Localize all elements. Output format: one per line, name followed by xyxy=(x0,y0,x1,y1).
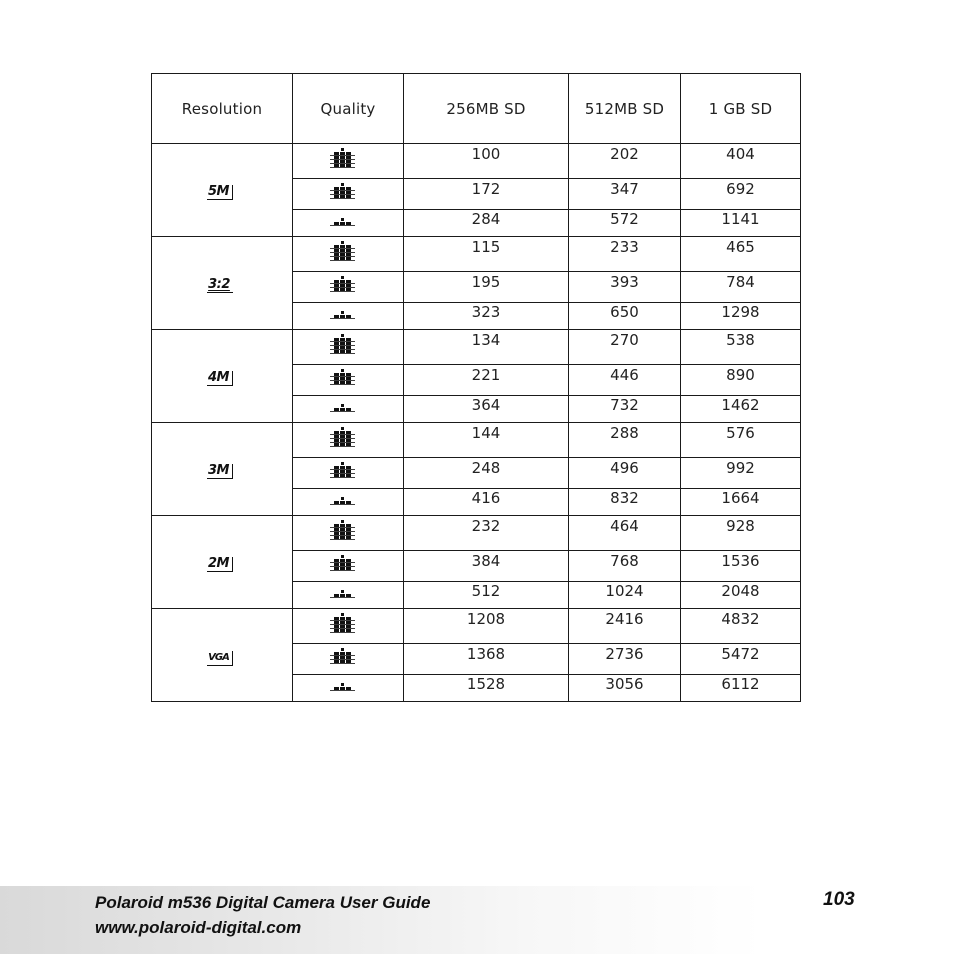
table-row xyxy=(152,609,801,644)
cell-1gb-sd: 2048 xyxy=(681,582,801,609)
cell-256mb-sd: 284 xyxy=(404,210,569,237)
cell-256mb-sd: 115 xyxy=(404,237,569,272)
cell-512mb-sd: 233 xyxy=(569,237,681,272)
cell-1gb-sd: 1462 xyxy=(681,396,801,423)
quality-fine-icon xyxy=(330,276,355,299)
quality-cell xyxy=(293,210,404,237)
capacity-table xyxy=(151,73,801,702)
resolution-cell xyxy=(152,423,293,516)
quality-best-icon xyxy=(330,427,355,454)
2m-resolution-icon: 2M xyxy=(207,557,233,572)
cell-1gb-sd: 1141 xyxy=(681,210,801,237)
table-row xyxy=(152,423,801,458)
cell-256mb-sd: 1528 xyxy=(404,675,569,702)
cell-512mb-sd: 446 xyxy=(569,365,681,396)
quality-best-icon xyxy=(330,613,355,640)
cell-1gb-sd: 404 xyxy=(681,144,801,179)
resolution-cell xyxy=(152,330,293,423)
quality-normal-icon xyxy=(330,307,355,326)
resolution-cell xyxy=(152,237,293,330)
cell-512mb-sd: 650 xyxy=(569,303,681,330)
cell-1gb-sd: 1298 xyxy=(681,303,801,330)
cell-1gb-sd: 890 xyxy=(681,365,801,396)
cell-256mb-sd: 364 xyxy=(404,396,569,423)
cell-512mb-sd: 732 xyxy=(569,396,681,423)
cell-1gb-sd: 5472 xyxy=(681,644,801,675)
quality-fine-icon xyxy=(330,648,355,671)
quality-cell xyxy=(293,423,404,458)
quality-cell xyxy=(293,489,404,516)
cell-1gb-sd: 1536 xyxy=(681,551,801,582)
quality-fine-icon xyxy=(330,183,355,206)
cell-1gb-sd: 784 xyxy=(681,272,801,303)
table-header-row xyxy=(152,74,801,144)
page-number: 103 xyxy=(823,889,855,910)
5m-resolution-icon: 5M xyxy=(207,185,233,200)
cell-1gb-sd: 465 xyxy=(681,237,801,272)
cell-1gb-sd: 538 xyxy=(681,330,801,365)
cell-256mb-sd: 512 xyxy=(404,582,569,609)
cell-256mb-sd: 384 xyxy=(404,551,569,582)
quality-cell xyxy=(293,516,404,551)
quality-fine-icon xyxy=(330,462,355,485)
cell-256mb-sd: 134 xyxy=(404,330,569,365)
cell-1gb-sd: 692 xyxy=(681,179,801,210)
cell-512mb-sd: 572 xyxy=(569,210,681,237)
quality-cell xyxy=(293,458,404,489)
cell-1gb-sd: 1664 xyxy=(681,489,801,516)
cell-1gb-sd: 992 xyxy=(681,458,801,489)
quality-cell xyxy=(293,303,404,330)
cell-256mb-sd: 323 xyxy=(404,303,569,330)
cell-512mb-sd: 202 xyxy=(569,144,681,179)
quality-normal-icon xyxy=(330,586,355,605)
cell-512mb-sd: 832 xyxy=(569,489,681,516)
cell-256mb-sd: 172 xyxy=(404,179,569,210)
quality-fine-icon xyxy=(330,555,355,578)
header-1gb-sd: 1 GB SD xyxy=(681,74,801,144)
quality-best-icon xyxy=(330,520,355,547)
cell-256mb-sd: 195 xyxy=(404,272,569,303)
quality-cell xyxy=(293,396,404,423)
quality-normal-icon xyxy=(330,679,355,698)
quality-best-icon xyxy=(330,241,355,268)
quality-best-icon xyxy=(330,148,355,175)
quality-cell xyxy=(293,179,404,210)
header-256mb-sd: 256MB SD xyxy=(404,74,569,144)
cell-256mb-sd: 416 xyxy=(404,489,569,516)
quality-cell xyxy=(293,272,404,303)
cell-1gb-sd: 4832 xyxy=(681,609,801,644)
quality-cell xyxy=(293,551,404,582)
quality-cell xyxy=(293,330,404,365)
quality-cell xyxy=(293,582,404,609)
cell-256mb-sd: 248 xyxy=(404,458,569,489)
quality-best-icon xyxy=(330,334,355,361)
cell-512mb-sd: 464 xyxy=(569,516,681,551)
cell-1gb-sd: 6112 xyxy=(681,675,801,702)
cell-256mb-sd: 1208 xyxy=(404,609,569,644)
quality-normal-icon xyxy=(330,400,355,419)
cell-1gb-sd: 576 xyxy=(681,423,801,458)
cell-512mb-sd: 1024 xyxy=(569,582,681,609)
cell-512mb-sd: 496 xyxy=(569,458,681,489)
cell-256mb-sd: 1368 xyxy=(404,644,569,675)
cell-256mb-sd: 144 xyxy=(404,423,569,458)
cell-256mb-sd: 221 xyxy=(404,365,569,396)
cell-512mb-sd: 768 xyxy=(569,551,681,582)
table-row xyxy=(152,237,801,272)
vga-resolution-icon: VGA xyxy=(207,651,233,666)
capacity-table-container xyxy=(151,73,800,702)
resolution-cell xyxy=(152,609,293,702)
header-resolution: Resolution xyxy=(152,74,293,144)
3m-resolution-icon: 3M xyxy=(207,464,233,479)
table-row xyxy=(152,516,801,551)
cell-256mb-sd: 100 xyxy=(404,144,569,179)
3-2-resolution-icon: 3:2 xyxy=(207,278,233,293)
cell-1gb-sd: 928 xyxy=(681,516,801,551)
quality-cell xyxy=(293,609,404,644)
cell-512mb-sd: 347 xyxy=(569,179,681,210)
4m-resolution-icon: 4M xyxy=(207,371,233,386)
quality-normal-icon xyxy=(330,493,355,512)
quality-cell xyxy=(293,144,404,179)
header-512mb-sd: 512MB SD xyxy=(569,74,681,144)
footer-title: Polaroid m536 Digital Camera User Guide xyxy=(95,893,431,912)
cell-512mb-sd: 270 xyxy=(569,330,681,365)
resolution-cell xyxy=(152,516,293,609)
table-row xyxy=(152,144,801,179)
cell-512mb-sd: 2736 xyxy=(569,644,681,675)
cell-512mb-sd: 288 xyxy=(569,423,681,458)
quality-cell xyxy=(293,237,404,272)
footer-url: www.polaroid-digital.com xyxy=(95,918,302,937)
header-quality: Quality xyxy=(293,74,404,144)
table-row xyxy=(152,330,801,365)
resolution-cell xyxy=(152,144,293,237)
quality-cell xyxy=(293,644,404,675)
quality-normal-icon xyxy=(330,214,355,233)
quality-fine-icon xyxy=(330,369,355,392)
cell-512mb-sd: 3056 xyxy=(569,675,681,702)
quality-cell xyxy=(293,365,404,396)
table-body xyxy=(152,144,801,702)
cell-512mb-sd: 2416 xyxy=(569,609,681,644)
cell-512mb-sd: 393 xyxy=(569,272,681,303)
quality-cell xyxy=(293,675,404,702)
cell-256mb-sd: 232 xyxy=(404,516,569,551)
